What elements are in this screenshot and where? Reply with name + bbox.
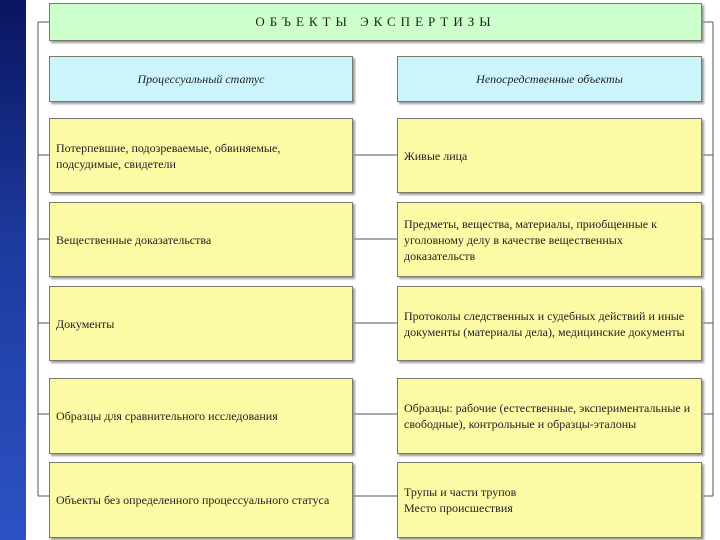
row-4-direct-objects: Образцы: рабочие (естественные, экспериментальные и свободные), контрольные и образцы-эталоны — [397, 378, 702, 454]
row-2-procedural-status: Вещественные доказательства — [49, 202, 353, 277]
row-5-procedural-status: Объекты без определенного процессуального статуса — [49, 462, 353, 538]
row-1-direct-objects: Живые лица — [397, 118, 702, 193]
row-5-direct-objects: Трупы и части трупов Место происшествия — [397, 462, 702, 538]
row-1-procedural-status: Потерпевшие, подозреваемые, обвиняемые, подсудимые, свидетели — [49, 118, 353, 193]
row-3-procedural-status: Документы — [49, 286, 353, 361]
left-accent-bar — [0, 0, 26, 540]
row-4-procedural-status: Образцы для сравнительного исследования — [49, 378, 353, 454]
right-column-header: Непосредственные объекты — [397, 56, 702, 102]
row-3-direct-objects: Протоколы следственных и судебных действий и иные документы (материалы дела), медицинские документы — [397, 286, 702, 361]
left-column-header: Процессуальный статус — [49, 56, 353, 102]
row-2-direct-objects: Предметы, вещества, материалы, приобщенные к уголовному делу в качестве вещественных доказательств — [397, 202, 702, 277]
diagram-title: ОБЪЕКТЫ ЭКСПЕРТИЗЫ — [49, 3, 702, 41]
